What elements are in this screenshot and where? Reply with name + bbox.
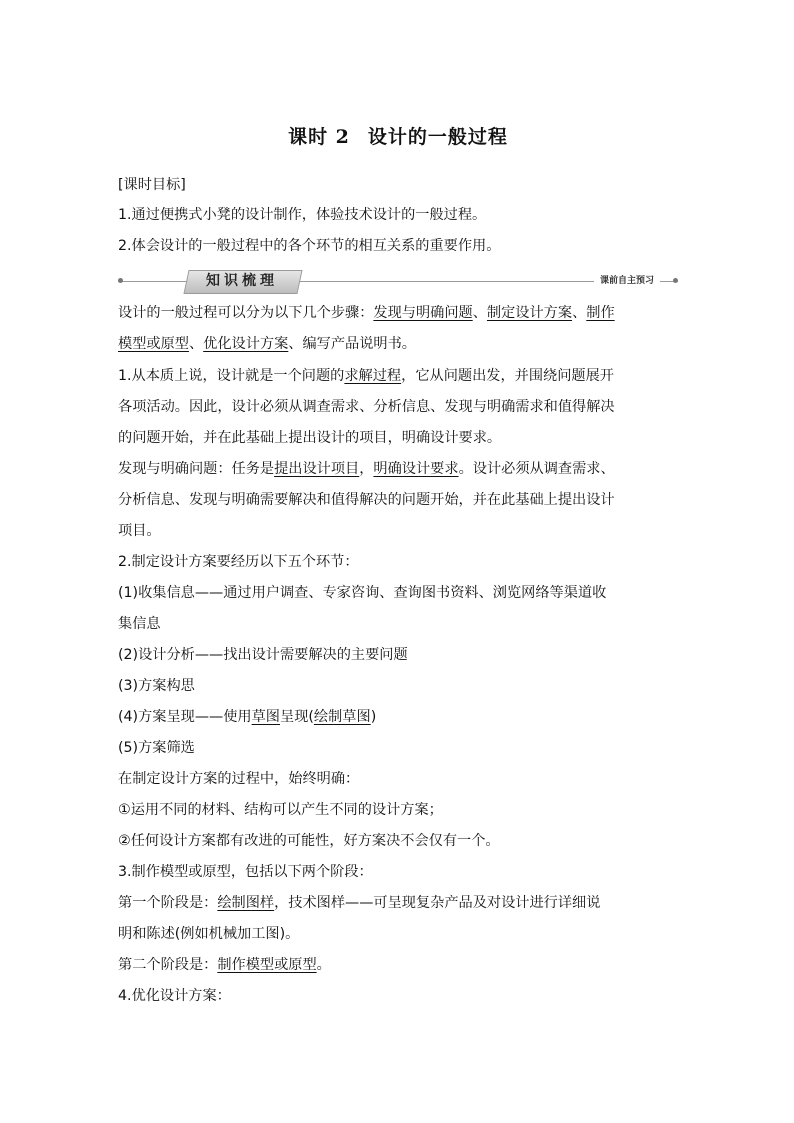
underlined-term: 制作模型或原型 bbox=[217, 957, 317, 973]
para1-line-3: 的问题开始，并在此基础上提出设计的项目，明确设计要求。 bbox=[118, 430, 502, 446]
banner-dot-left bbox=[118, 278, 123, 283]
objective-2: 2.体会设计的一般过程中的各个环节的相互关系的重要作用。 bbox=[118, 238, 501, 254]
para3-item-4 bbox=[118, 707, 376, 727]
banner-label: 知识梳理 bbox=[206, 273, 278, 289]
para5-stage-1-line-1 bbox=[118, 893, 600, 913]
para4-point-2: ②任何设计方案都有改进的可能性，好方案决不会仅有一个。 bbox=[118, 833, 500, 849]
para4-point-1: ①运用不同的材料、结构可以产生不同的设计方案； bbox=[118, 802, 443, 818]
title-lesson-name: 设计的一般过程 bbox=[367, 126, 508, 148]
para1-line-2: 各项活动。因此，设计必须从调查需求、分析信息、发现与明确需求和值得解决 bbox=[118, 399, 615, 415]
page-title bbox=[118, 122, 678, 149]
intro-line-1 bbox=[118, 303, 615, 323]
objectives-header: [课时目标] bbox=[118, 177, 186, 193]
text-run: 、 bbox=[472, 305, 487, 321]
text-run: ) bbox=[370, 709, 377, 725]
para3-item-3: (3)方案构思 bbox=[118, 678, 195, 694]
text-run: 、 bbox=[188, 336, 204, 352]
text-run: 设计的一般过程可以分为以下几个步骤： bbox=[118, 305, 374, 321]
para1-line-1 bbox=[118, 366, 614, 386]
underlined-term: 发现与明确问题 bbox=[373, 305, 473, 321]
text-run: ，技术图样——可呈现复杂产品及对设计进行详细说 bbox=[274, 895, 601, 911]
para2-line-1 bbox=[118, 459, 615, 479]
para3-heading: 2.制定设计方案要经历以下五个环节： bbox=[118, 554, 359, 570]
text-run: 呈现( bbox=[280, 709, 314, 725]
text-run: 。 bbox=[316, 957, 331, 973]
para4-heading: 在制定设计方案的过程中，始终明确： bbox=[118, 771, 360, 787]
text-run: 。设计必须从调查需求、 bbox=[458, 461, 615, 477]
text-run: ，它从问题出发，并围绕问题展开 bbox=[401, 368, 614, 384]
text-run: 、 bbox=[572, 305, 587, 321]
para3-item-5: (5)方案筛选 bbox=[118, 740, 195, 756]
intro-line-2 bbox=[118, 334, 416, 354]
underlined-term: 模型或原型 bbox=[118, 336, 189, 352]
underlined-term: 草图 bbox=[251, 709, 280, 725]
underlined-term: 提出设计项目 bbox=[274, 461, 360, 477]
underlined-term: 绘制草图 bbox=[313, 709, 371, 725]
para2-line-2: 分析信息、发现与明确需要解决和值得解决的问题开始，并在此基础上提出设计 bbox=[118, 492, 615, 508]
para2-line-3: 项目。 bbox=[118, 523, 161, 539]
para5-heading: 3.制作模型或原型，包括以下两个阶段： bbox=[118, 864, 373, 880]
section-banner bbox=[118, 270, 678, 292]
underlined-term: 优化设计方案 bbox=[203, 336, 289, 352]
underlined-term: 制作 bbox=[586, 305, 615, 321]
text-run: ， bbox=[359, 461, 374, 477]
text-run: 、编写产品说明书。 bbox=[288, 336, 416, 352]
title-lesson-number: 课时 2 bbox=[288, 126, 350, 148]
banner-right-label: 课前自主预习 bbox=[594, 274, 660, 288]
para5-stage-1-line-2: 明和陈述(例如机械加工图)。 bbox=[118, 926, 300, 942]
para3-item-2: (2)设计分析——找出设计需要解决的主要问题 bbox=[118, 647, 408, 663]
text-run: 发现与明确问题：任务是 bbox=[118, 461, 275, 477]
underlined-term: 明确设计要求 bbox=[373, 461, 459, 477]
banner-dot-right bbox=[673, 278, 678, 283]
text-run: (4)方案呈现——使用 bbox=[118, 709, 252, 725]
para5-stage-2 bbox=[118, 955, 331, 975]
underlined-term: 绘制图样 bbox=[217, 895, 275, 911]
text-run: 第二个阶段是： bbox=[118, 957, 218, 973]
para6-heading: 4.优化设计方案： bbox=[118, 988, 231, 1004]
text-run: 1.从本质上说，设计就是一个问题的 bbox=[118, 368, 345, 384]
para3-item-1-line-2: 集信息 bbox=[118, 616, 161, 632]
underlined-term: 制定设计方案 bbox=[486, 305, 573, 321]
underlined-term: 求解过程 bbox=[344, 368, 402, 384]
objective-1: 1.通过便携式小凳的设计制作，体验技术设计的一般过程。 bbox=[118, 207, 487, 223]
text-run: 第一个阶段是： bbox=[118, 895, 218, 911]
para3-item-1-line-1: (1)收集信息——通过用户调查、专家咨询、查询图书资料、浏览网络等渠道收 bbox=[118, 585, 607, 601]
